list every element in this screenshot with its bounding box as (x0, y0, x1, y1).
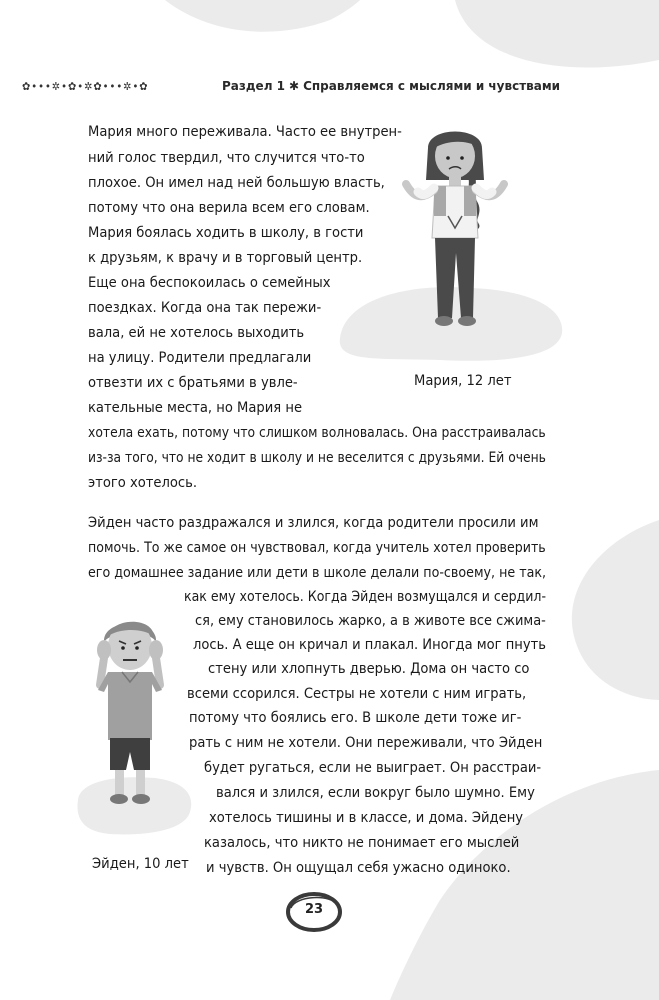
running-header (22, 78, 642, 100)
paragraph-line: Мария много переживала. Часто ее внутрен- (88, 123, 402, 140)
header-chapter: Справляемся с мыслями и чувствами (303, 79, 561, 93)
right-blob (572, 520, 659, 700)
paragraph-line: отвезти их с братьями в увле- (88, 374, 298, 391)
paragraph-line: Эйден часто раздражался и злился, когда родители просили им (88, 514, 539, 531)
paragraph-line: ний голос твердил, что случится что-то (88, 149, 365, 166)
paragraph-line: поездках. Когда она так пережи- (88, 299, 322, 316)
paragraph-line: плохое. Он имел над ней большую власть, (88, 174, 385, 191)
paragraph-line: хотела ехать, потому что слишком волновалась. Она расстраивалась (88, 424, 546, 441)
paragraph-line: помочь. То же самое он чувствовал, когда учитель хотел проверить (88, 539, 546, 556)
paragraph-line: и чувств. Он ощущал себя ужасно одиноко. (206, 859, 511, 876)
aiden-illustration (60, 600, 200, 840)
paragraph-line: кательные места, но Мария не (88, 399, 303, 416)
paragraph-line: на улицу. Родители предлагали (88, 349, 312, 366)
paragraph-line: к друзьям, к врачу и в торговый центр. (88, 249, 363, 266)
paragraph-line: хотелось тишины и в классе, и дома. Эйдену (209, 809, 524, 826)
paragraph-line: его домашнее задание или дети в школе делали по-своему, не так, (88, 564, 547, 581)
paragraph-line: ся, ему становилось жарко, а в животе все сжима- (195, 612, 546, 629)
page-number (283, 890, 345, 934)
maria-caption: Мария, 12 лет (414, 372, 512, 389)
top-right-blob (455, 0, 659, 68)
paragraph-line: потому что она верила всем его словам. (88, 199, 370, 216)
header-ornament: ✿•••✲•✿•✲✿•••✲•✿ (22, 80, 149, 93)
paragraph-line: будет ругаться, если не выиграет. Он расстраи- (204, 759, 542, 776)
paragraph-line: вался и злился, если вокруг было шумно. Ему (216, 784, 535, 801)
paragraph-line: казалось, что никто не понимает его мыслей (204, 834, 520, 851)
header-section: Раздел 1 (222, 79, 286, 93)
paragraph-line: лось. А еще он кричал и плакал. Иногда мог пнуть (193, 636, 546, 653)
top-blob (165, 0, 360, 32)
paragraph-line: как ему хотелось. Когда Эйден возмущался и сердил- (184, 588, 547, 605)
aiden-caption: Эйден, 10 лет (92, 855, 189, 872)
paragraph-line: этого хотелось. (88, 474, 198, 491)
paragraph-line: рать с ним не хотели. Они переживали, что Эйден (189, 734, 543, 751)
paragraph-line: вала, ей не хотелось выходить (88, 324, 305, 341)
maria-illustration (330, 118, 570, 368)
header-title (222, 79, 560, 93)
paragraph-line: Еще она беспокоилась о семейных (88, 274, 331, 291)
paragraph-line: Мария боялась ходить в школу, в гости (88, 224, 364, 241)
paragraph-line: потому что боялись его. В школе дети тоже иг- (189, 709, 522, 726)
paragraph-line: стену или хлопнуть дверью. Дома он часто со (208, 660, 530, 677)
paragraph-line: из-за того, что не ходит в школу и не веселится с друзьями. Ей очень (88, 449, 546, 466)
page-number-text: 23 (304, 902, 324, 917)
aiden-ground-blob (77, 777, 191, 834)
paragraph-line: всеми ссорился. Сестры не хотели с ним играть, (187, 685, 527, 702)
header-separator-icon: ✱ (289, 79, 300, 93)
